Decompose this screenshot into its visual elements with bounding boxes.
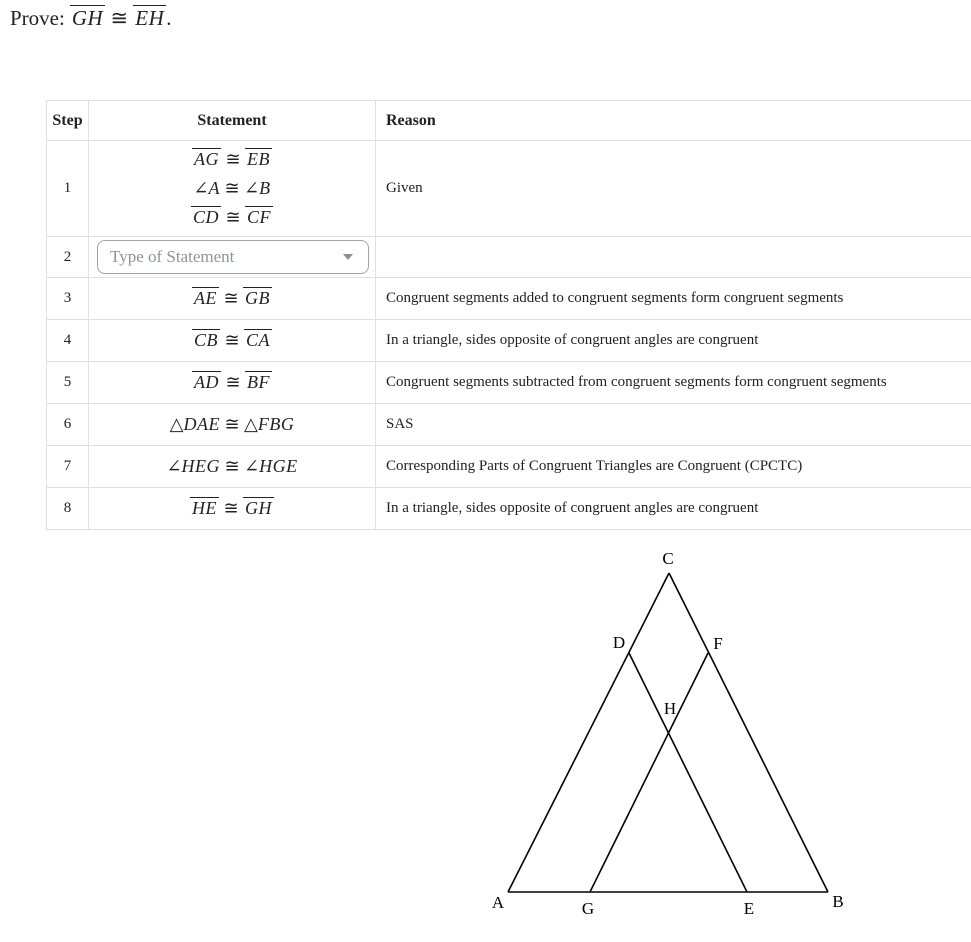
table-row <box>47 362 971 404</box>
statement-cell <box>89 278 376 320</box>
proof-table-body <box>47 141 971 530</box>
vertex-label-B: B <box>832 892 844 911</box>
overline-segment: HE <box>191 498 217 518</box>
overline-segment: CB <box>193 330 218 350</box>
statement-cell <box>89 320 376 362</box>
statement-cell <box>89 141 376 237</box>
reason-cell: Corresponding Parts of Congruent Triangles are Congruent (CPCTC) <box>376 446 971 488</box>
table-row <box>47 278 971 320</box>
reason-cell: In a triangle, sides opposite of congruent angles are congruent <box>376 488 971 530</box>
table-row <box>47 141 971 237</box>
column-header-step: Step <box>47 101 89 141</box>
statement-cell <box>89 488 376 530</box>
segment-CB <box>669 573 828 892</box>
overline-segment: AG <box>193 149 219 169</box>
reason-cell: In a triangle, sides opposite of congruent angles are congruent <box>376 320 971 362</box>
step-number: 5 <box>47 362 89 404</box>
vertex-label-G: G <box>581 899 595 918</box>
overline-segment: CF <box>247 207 272 227</box>
reason-cell: Congruent segments subtracted from congruent segments form congruent segments <box>376 362 971 404</box>
step-number: 3 <box>47 278 89 320</box>
chevron-down-icon <box>343 254 353 260</box>
step-number: 6 <box>47 404 89 446</box>
overline-segment: CA <box>246 330 271 350</box>
overline-segment: GH <box>245 498 273 518</box>
table-row <box>47 446 971 488</box>
segment-DE <box>629 653 747 892</box>
table-row <box>47 237 971 278</box>
overline-segment: EH <box>135 6 165 30</box>
step-number: 7 <box>47 446 89 488</box>
proof-table <box>46 100 971 530</box>
prove-statement: GH ≅ EH. <box>71 6 172 30</box>
vertex-label-F: F <box>713 634 723 653</box>
statement-math: AD ≅ BF <box>193 372 271 392</box>
statement-math: AE ≅ GB <box>193 288 271 308</box>
statement-math: ∠A ≅ ∠B <box>193 178 271 198</box>
overline-segment: GB <box>245 288 271 308</box>
column-header-reason: Reason <box>376 101 971 141</box>
vertex-label-D: D <box>612 633 626 652</box>
table-row <box>47 320 971 362</box>
table-header-row <box>47 101 971 141</box>
step-number: 8 <box>47 488 89 530</box>
statement-type-dropdown[interactable] <box>97 240 369 274</box>
triangle-diagram <box>470 545 890 942</box>
prove-label: Prove: <box>10 6 65 30</box>
statement-cell <box>89 404 376 446</box>
reason-cell: SAS <box>376 404 971 446</box>
table-row <box>47 404 971 446</box>
segment-GF <box>590 653 708 892</box>
reason-cell <box>376 237 971 278</box>
reason-cell: Given <box>376 141 971 237</box>
segment-AC <box>508 573 669 892</box>
statement-cell <box>89 446 376 488</box>
step-number: 4 <box>47 320 89 362</box>
statement-math: HE ≅ GH <box>191 498 273 518</box>
step-number: 2 <box>47 237 89 278</box>
overline-segment: AE <box>193 288 217 308</box>
statement-math: CB ≅ CA <box>193 330 271 350</box>
overline-segment: GH <box>71 6 104 30</box>
column-header-statement: Statement <box>89 101 376 141</box>
vertex-label-H: H <box>663 699 677 718</box>
vertex-label-E: E <box>743 899 755 918</box>
statement-math: CD ≅ CF <box>192 207 272 227</box>
overline-segment: CD <box>192 207 219 227</box>
vertex-label-C: C <box>662 549 674 568</box>
overline-segment: AD <box>193 372 219 392</box>
vertex-label-A: A <box>491 893 505 912</box>
statement-cell <box>89 237 376 278</box>
overline-segment: EB <box>247 149 271 169</box>
dropdown-placeholder: Type of Statement <box>110 247 235 266</box>
statement-cell <box>89 362 376 404</box>
statement-math: △DAE ≅ △FBG <box>169 414 295 434</box>
statement-math: ∠HEG ≅ ∠HGE <box>166 456 298 476</box>
step-number: 1 <box>47 141 89 237</box>
reason-cell: Congruent segments added to congruent segments form congruent segments <box>376 278 971 320</box>
prove-heading <box>10 3 172 33</box>
statement-math: AG ≅ EB <box>193 149 271 169</box>
overline-segment: BF <box>247 372 271 392</box>
table-row <box>47 488 971 530</box>
